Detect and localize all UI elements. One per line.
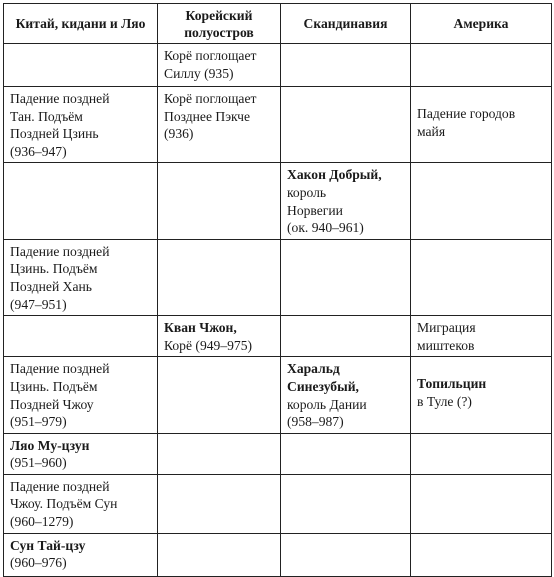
- cell-scandinavia: [281, 239, 411, 315]
- ruler-name: Сун Тай-цзу: [10, 537, 86, 553]
- table-row: [4, 163, 552, 239]
- cell-scandinavia: [281, 163, 411, 239]
- table-row: [4, 474, 552, 533]
- cell-scandinavia: [281, 433, 411, 474]
- ruler-details: (960–976): [10, 555, 67, 571]
- cell-korea: [158, 474, 281, 533]
- ruler-name: Кван Чжон,: [164, 320, 237, 336]
- cell-america: [411, 357, 552, 433]
- cell-korea: [158, 239, 281, 315]
- ruler-name: Ляо Му-цзун: [10, 437, 90, 453]
- cell-korea: [158, 163, 281, 239]
- ruler-details: (951–960): [10, 455, 67, 471]
- cell-china: Падение поздней Тан. Подъём Поздней Цзинь (936–947): [4, 87, 158, 163]
- cell-china: [4, 316, 158, 357]
- cell-china: Падение поздней Чжоу. Подъём Сун (960–1279): [4, 474, 158, 533]
- cell-scandinavia: [281, 533, 411, 576]
- table-row: [4, 357, 552, 433]
- cell-america: [411, 163, 552, 239]
- cell-china: [4, 44, 158, 87]
- table-row: [4, 533, 552, 576]
- cell-scandinavia: [281, 357, 411, 433]
- header-america: Америка: [411, 4, 552, 44]
- cell-america: [411, 533, 552, 576]
- ruler-name: Харальд Синезубый,: [287, 361, 359, 394]
- cell-china: Падение поздней Цзинь. Подъём Поздней Чжоу (951–979): [4, 357, 158, 433]
- cell-china: [4, 163, 158, 239]
- table-row: [4, 433, 552, 474]
- cell-korea: [158, 433, 281, 474]
- cell-korea: [158, 357, 281, 433]
- cell-korea: Корё поглощает Позднее Пэкче (936): [158, 87, 281, 163]
- table-row: [4, 316, 552, 357]
- cell-america: [411, 239, 552, 315]
- cell-america: Миграция миштеков: [411, 316, 552, 357]
- ruler-name: Хакон Добрый,: [287, 167, 382, 183]
- table-row: [4, 87, 552, 163]
- cell-america: Падение городов майя: [411, 87, 552, 163]
- cell-america: [411, 44, 552, 87]
- ruler-details: в Туле (?): [417, 393, 472, 409]
- cell-china: [4, 433, 158, 474]
- header-korea: Корейский полуостров: [158, 4, 281, 44]
- header-scandinavia: Скандинавия: [281, 4, 411, 44]
- header-china: Китай, кидани и Ляо: [4, 4, 158, 44]
- cell-korea: [158, 533, 281, 576]
- table-row: [4, 44, 552, 87]
- ruler-details: король Дании (958–987): [287, 396, 367, 430]
- cell-america: [411, 433, 552, 474]
- cell-korea: Корё поглощает Силлу (935): [158, 44, 281, 87]
- cell-america: [411, 474, 552, 533]
- ruler-details: король Норвегии (ок. 940–961): [287, 184, 364, 236]
- cell-korea: [158, 316, 281, 357]
- cell-scandinavia: [281, 474, 411, 533]
- cell-china: Падение поздней Цзинь. Подъём Поздней Хань (947–951): [4, 239, 158, 315]
- cell-china: [4, 533, 158, 576]
- cell-scandinavia: [281, 44, 411, 87]
- chronology-table: [3, 3, 552, 577]
- cell-scandinavia: [281, 87, 411, 163]
- table-row: [4, 239, 552, 315]
- ruler-name: Топильцин: [417, 376, 487, 392]
- ruler-details: Корё (949–975): [164, 337, 253, 353]
- cell-scandinavia: [281, 316, 411, 357]
- header-row: [4, 4, 552, 44]
